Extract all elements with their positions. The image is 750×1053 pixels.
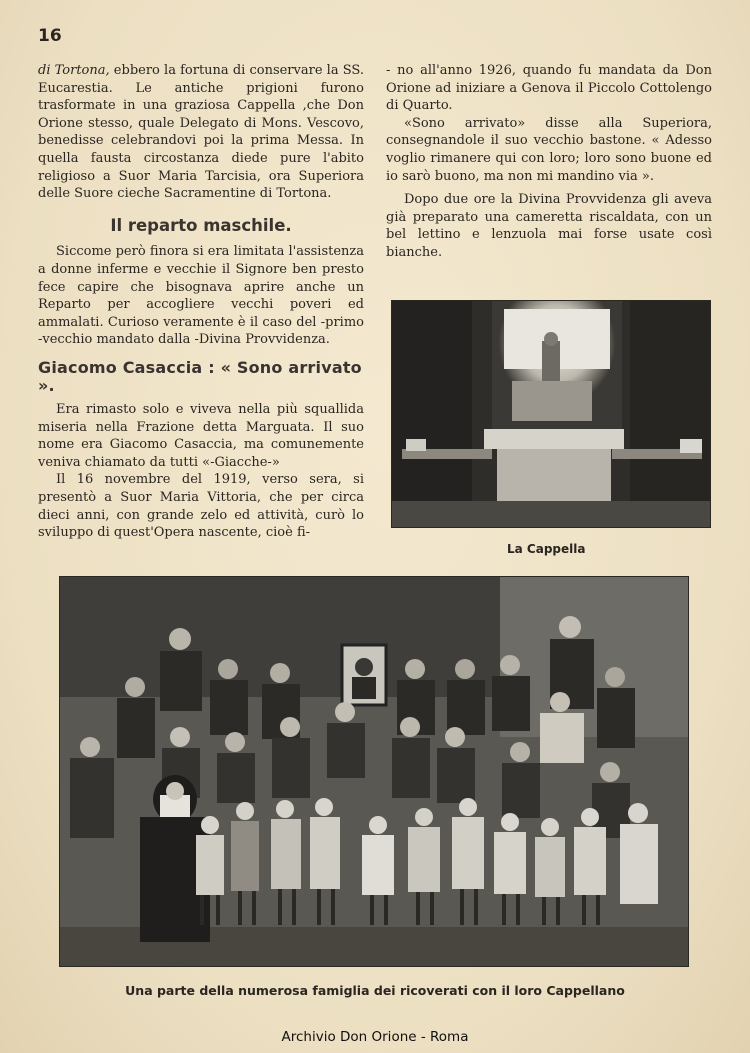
right-column <box>386 62 712 262</box>
section-heading-casaccia: Giacomo Casaccia : « Sono arrivato ». <box>38 357 362 395</box>
left-paragraph-4: Il 16 novembre del 1919, verso sera, si presentò a Suor Maria Vittoria, che per circa dieci anni, con grande zelo ed attività, curò lo sviluppo di quest'Opera nascente, cioè fi- <box>38 472 364 541</box>
archive-footer: Archivio Don Orione - Roma <box>281 1029 469 1045</box>
right-paragraph-1: - no all'anno 1926, quando fu mandata da Don Orione ad iniziare a Genova il Piccolo Cottolengo di Quarto. <box>386 63 712 114</box>
right-paragraph-2: «Sono arrivato» disse alla Superiora, consegnandole il suo vecchio bastone. « Adesso voglio rimanere qui con loro; loro sono buone ed io sarò buono, ma non mi mandino via ». <box>386 115 712 184</box>
section-heading-reparto: Il reparto maschile. <box>110 215 292 235</box>
group-photo <box>59 576 689 967</box>
right-paragraph-3: Dopo due ore la Divina Provvidenza gli aveva già preparato una cameretta riscaldata, con un bel lettino e lenzuola mai forse usate così bianche. <box>386 192 712 260</box>
chapel-photo <box>391 300 711 528</box>
left-column <box>38 62 364 542</box>
group-caption: Una parte della numerosa famiglia dei ricoverati con il loro Cappellano <box>125 983 625 998</box>
left-paragraph-1: di Tortona, ebbero la fortuna di conservare la SS. Eucarestia. Le antiche prigioni furono trasformate in una graziosa Cappella ,che Don Orione stesso, quale Delegato di Mons. Vescovo, benedisse celebrandovi poi la prima Messa. In quella fausta circostanza diede pure l'abito religioso a Suor Maria Tarcisia, ora Superiora delle Suore cieche Sacramentine di Tortona. <box>38 63 364 202</box>
left-paragraph-2: Siccome però finora si era limitata l'assistenza a donne inferme e vecchie il Signore ben presto fece capire che bisognava aprire anche un Reparto per accogliere vecchi poveri ed ammalati. Curioso veramente è il caso del -primo -vecchio mandato dalla -Divina Provvidenza. <box>38 244 364 348</box>
page-number: 16 <box>38 26 62 46</box>
chapel-caption: La Cappella <box>507 542 586 556</box>
left-paragraph-3: Era rimasto solo e viveva nella più squallida miseria nella Frazione detta Marguata. Il suo nome era Giacomo Casaccia, ma comunemente veniva chiamato da tutti «-Giacche-» <box>38 402 364 470</box>
